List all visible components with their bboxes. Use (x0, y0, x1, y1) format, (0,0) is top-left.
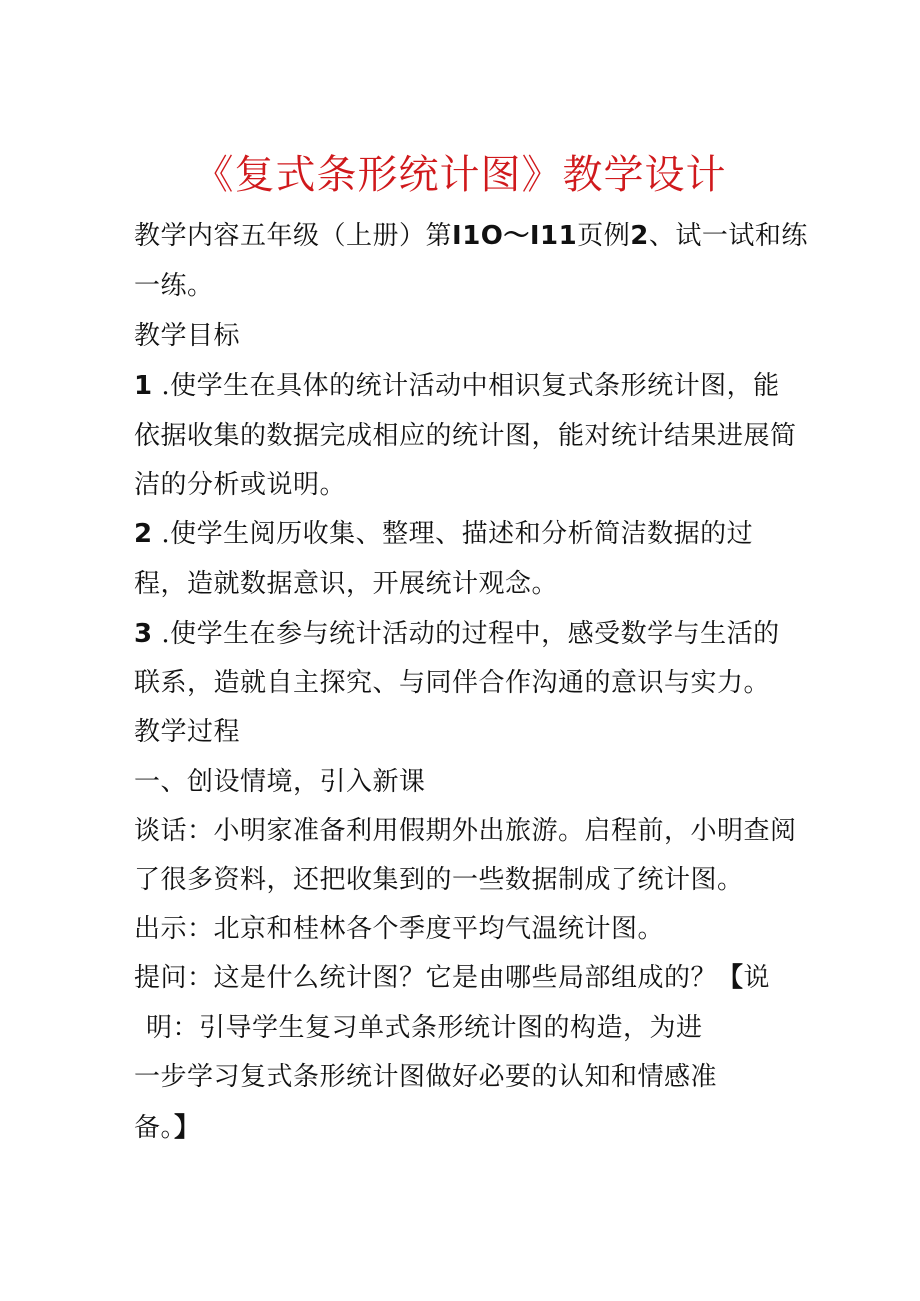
talk-line-2: 了很多资料，还把收集到的一些数据制成了统计图。 (134, 865, 744, 895)
ask-line-4 (134, 1110, 201, 1146)
objective-text: .使学生阅历收集、整理、描述和分析简洁数据的过 (152, 519, 754, 549)
objectives-heading: 教学目标 (134, 321, 241, 351)
ask-line-1 (134, 960, 770, 996)
objective-3-line-1 (134, 616, 780, 652)
document-title: 《复式条形统计图》教学设计 (193, 152, 727, 198)
content-line-1 (134, 218, 808, 254)
objective-text: .使学生在参与统计活动的过程中，感受数学与生活的 (152, 619, 780, 649)
content-prefix: 教学内容五年级（上册）第 (134, 221, 453, 251)
content-pages: I1O～I11 (452, 221, 578, 251)
process-heading: 教学过程 (134, 717, 241, 747)
content-example-number: 2 (630, 221, 649, 251)
content-line-2: 一练。 (134, 271, 214, 301)
bracket-close: 】 (174, 1113, 201, 1143)
objective-1-line-3: 洁的分析或说明。 (134, 470, 347, 500)
objective-number: 1 (134, 371, 153, 401)
ask-tail: 说 (743, 963, 771, 993)
objective-2-line-1 (134, 516, 753, 552)
show-line: 出示：北京和桂林各个季度平均气温统计图。 (134, 914, 665, 944)
objective-1-line-2: 依据收集的数据完成相应的统计图，能对统计结果进展简 (134, 421, 797, 451)
objective-1-line-1 (134, 368, 780, 404)
talk-line-1: 谈话：小明家准备利用假期外出旅游。启程前，小明查阅 (134, 816, 797, 846)
objective-2-line-2: 程，造就数据意识，开展统计观念。 (134, 569, 559, 599)
objective-3-line-2: 联系，造就自主探究、与同伴合作沟通的意识与实力。 (134, 668, 771, 698)
content-suffix: 页例 (577, 221, 631, 251)
section-heading-1: 一、创设情境，引入新课 (134, 767, 426, 797)
ask-end-text: 备。 (134, 1113, 175, 1143)
content-suffix-2: 、试一试和练 (648, 221, 808, 251)
ask-line-2: 明：引导学生复习单式条形统计图的构造，为进 (146, 1013, 703, 1043)
objective-number: 3 (134, 619, 153, 649)
ask-text: 提问：这是什么统计图？它是由哪些局部组成的？ (134, 963, 718, 993)
bracket-open: 【 (717, 963, 744, 993)
objective-number: 2 (134, 519, 153, 549)
objective-text: .使学生在具体的统计活动中相识复式条形统计图，能 (152, 371, 780, 401)
ask-line-3: 一步学习复式条形统计图做好必要的认知和情感准 (134, 1062, 718, 1092)
